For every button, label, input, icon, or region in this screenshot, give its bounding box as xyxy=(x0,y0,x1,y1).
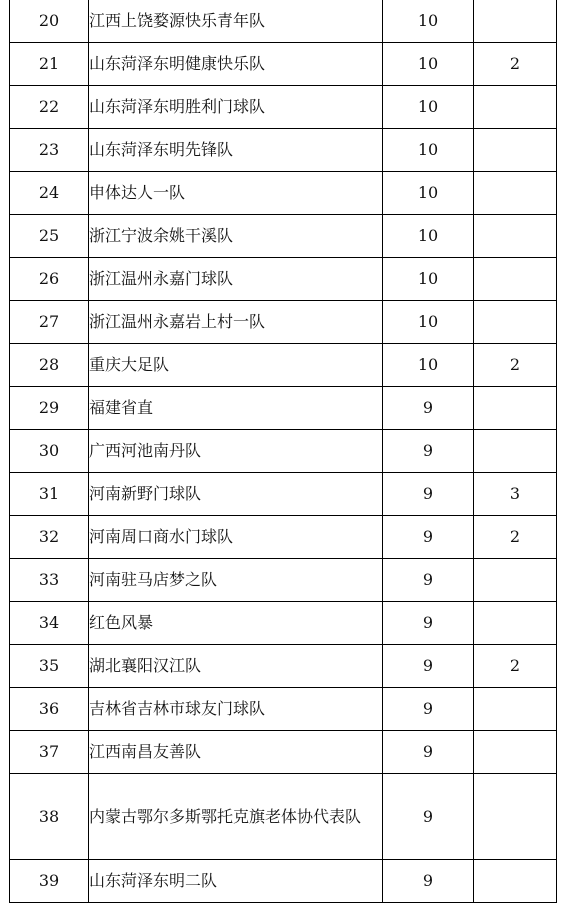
team-name-cell: 申体达人一队 xyxy=(89,172,383,215)
team-name-cell: 河南周口商水门球队 xyxy=(89,516,383,559)
score-cell: 10 xyxy=(383,43,474,86)
score-cell: 9 xyxy=(383,387,474,430)
team-name-cell: 浙江温州永嘉岩上村一队 xyxy=(89,301,383,344)
table-row xyxy=(10,86,557,129)
team-name-cell: 河南驻马店梦之队 xyxy=(89,559,383,602)
table-row xyxy=(10,731,557,774)
score-cell: 9 xyxy=(383,774,474,860)
rank-cell: 38 xyxy=(10,774,89,860)
extra-cell: 2 xyxy=(474,645,557,688)
extra-cell xyxy=(474,602,557,645)
rank-cell: 28 xyxy=(10,344,89,387)
score-cell: 10 xyxy=(383,129,474,172)
extra-cell xyxy=(474,860,557,903)
team-name-cell: 河南新野门球队 xyxy=(89,473,383,516)
results-table-body xyxy=(10,0,557,903)
rank-cell: 35 xyxy=(10,645,89,688)
rank-cell: 33 xyxy=(10,559,89,602)
team-name-cell: 内蒙古鄂尔多斯鄂托克旗老体协代表队 xyxy=(89,774,383,860)
team-name-cell: 江西南昌友善队 xyxy=(89,731,383,774)
table-row xyxy=(10,43,557,86)
rank-cell: 25 xyxy=(10,215,89,258)
rank-cell: 27 xyxy=(10,301,89,344)
team-name-cell: 江西上饶婺源快乐青年队 xyxy=(89,0,383,43)
rank-cell: 26 xyxy=(10,258,89,301)
rank-cell: 30 xyxy=(10,430,89,473)
team-name-cell: 山东菏泽东明胜利门球队 xyxy=(89,86,383,129)
table-row xyxy=(10,430,557,473)
table-row xyxy=(10,258,557,301)
extra-cell xyxy=(474,258,557,301)
extra-cell xyxy=(474,731,557,774)
table-row xyxy=(10,0,557,43)
extra-cell xyxy=(474,0,557,43)
rank-cell: 31 xyxy=(10,473,89,516)
score-cell: 10 xyxy=(383,86,474,129)
table-row xyxy=(10,774,557,860)
table-row xyxy=(10,602,557,645)
extra-cell xyxy=(474,301,557,344)
team-name-cell: 浙江温州永嘉门球队 xyxy=(89,258,383,301)
table-row xyxy=(10,129,557,172)
table-row xyxy=(10,473,557,516)
extra-cell: 2 xyxy=(474,43,557,86)
extra-cell: 2 xyxy=(474,344,557,387)
table-row xyxy=(10,645,557,688)
extra-cell xyxy=(474,387,557,430)
extra-cell xyxy=(474,559,557,602)
team-name-cell: 浙江宁波余姚干溪队 xyxy=(89,215,383,258)
team-name-cell: 湖北襄阳汉江队 xyxy=(89,645,383,688)
results-table xyxy=(9,0,557,903)
score-cell: 10 xyxy=(383,344,474,387)
team-name-cell: 重庆大足队 xyxy=(89,344,383,387)
extra-cell: 3 xyxy=(474,473,557,516)
table-row xyxy=(10,559,557,602)
rank-cell: 37 xyxy=(10,731,89,774)
extra-cell xyxy=(474,86,557,129)
table-row xyxy=(10,344,557,387)
team-name-cell: 福建省直 xyxy=(89,387,383,430)
score-cell: 9 xyxy=(383,688,474,731)
rank-cell: 23 xyxy=(10,129,89,172)
extra-cell xyxy=(474,172,557,215)
extra-cell xyxy=(474,688,557,731)
team-name-cell: 红色风暴 xyxy=(89,602,383,645)
rank-cell: 36 xyxy=(10,688,89,731)
rank-cell: 22 xyxy=(10,86,89,129)
table-row xyxy=(10,215,557,258)
team-name-cell: 山东菏泽东明健康快乐队 xyxy=(89,43,383,86)
score-cell: 10 xyxy=(383,215,474,258)
rank-cell: 32 xyxy=(10,516,89,559)
rank-cell: 39 xyxy=(10,860,89,903)
extra-cell xyxy=(474,215,557,258)
team-name-cell: 广西河池南丹队 xyxy=(89,430,383,473)
extra-cell xyxy=(474,774,557,860)
rank-cell: 21 xyxy=(10,43,89,86)
team-name-cell: 山东菏泽东明二队 xyxy=(89,860,383,903)
rank-cell: 34 xyxy=(10,602,89,645)
score-cell: 9 xyxy=(383,516,474,559)
table-row xyxy=(10,172,557,215)
extra-cell xyxy=(474,129,557,172)
score-cell: 9 xyxy=(383,473,474,516)
extra-cell xyxy=(474,430,557,473)
score-cell: 10 xyxy=(383,172,474,215)
extra-cell: 2 xyxy=(474,516,557,559)
table-row xyxy=(10,516,557,559)
rank-cell: 24 xyxy=(10,172,89,215)
rank-cell: 29 xyxy=(10,387,89,430)
team-name-cell: 吉林省吉林市球友门球队 xyxy=(89,688,383,731)
table-row xyxy=(10,301,557,344)
score-cell: 9 xyxy=(383,559,474,602)
score-cell: 9 xyxy=(383,860,474,903)
table-row xyxy=(10,688,557,731)
score-cell: 10 xyxy=(383,258,474,301)
score-cell: 9 xyxy=(383,731,474,774)
table-row xyxy=(10,387,557,430)
rank-cell: 20 xyxy=(10,0,89,43)
score-cell: 9 xyxy=(383,430,474,473)
team-name-cell: 山东菏泽东明先锋队 xyxy=(89,129,383,172)
table-row xyxy=(10,860,557,903)
score-cell: 10 xyxy=(383,0,474,43)
score-cell: 9 xyxy=(383,645,474,688)
score-cell: 10 xyxy=(383,301,474,344)
score-cell: 9 xyxy=(383,602,474,645)
